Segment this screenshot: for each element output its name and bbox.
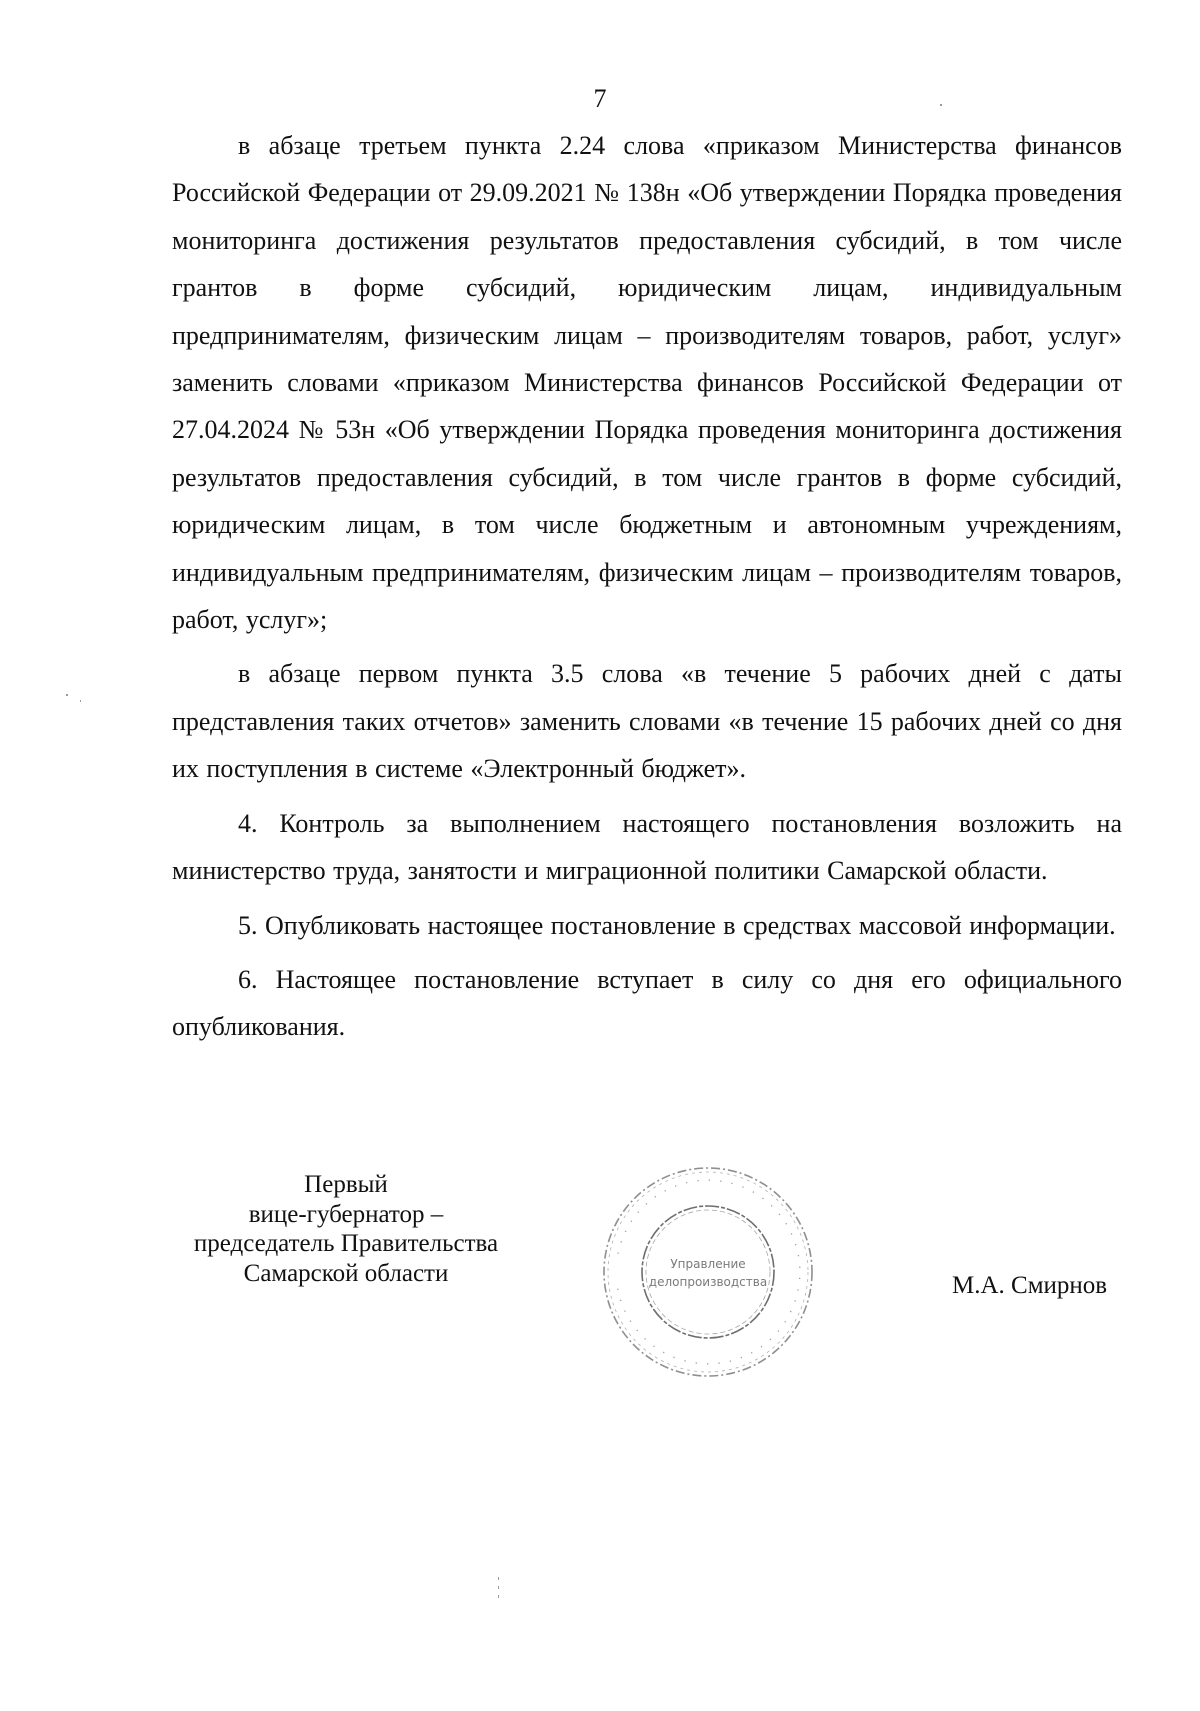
signatory-name: М.А. Смирнов (952, 1272, 1108, 1299)
seal-graphic (596, 1160, 820, 1384)
scan-artifact-speck (498, 1595, 499, 1598)
signatory-title-line: председатель Правительства (193, 1230, 499, 1257)
seal-ring-lettering: · · · · · · · · · · · · · · · · · · · · · · · · · · · · · · · · · · · · · · · · · · · · · · · · (611, 1173, 807, 1371)
scan-artifact-speck (66, 694, 68, 696)
signatory-title-line: вице-губернатор – (248, 1200, 444, 1228)
signatory-title-block (176, 1170, 516, 1288)
official-seal-stamp (596, 1160, 820, 1384)
paragraph-publication-clause: 5. Опубликовать настоящее постановление в средствах массовой информации. (238, 910, 1116, 940)
signatory-title-line: Самарской области (243, 1259, 449, 1287)
signatory-title-line: Первый (304, 1171, 388, 1198)
paragraph-3-5-amendment: в абзаце первом пункта 3.5 слова «в течение 5 рабочих дней с даты представления таких отчетов» заменить словами «в течение 15 рабочих дней со дня их поступления в системе «Электронный бюджет». (172, 659, 1122, 784)
scan-artifact-speck (498, 1577, 499, 1580)
paragraph-effective-date-clause: 6. Настоящее постановление вступает в силу со дня его официального опубликования. (172, 964, 1122, 1042)
paragraph-control-clause: 4. Контроль за выполнением настоящего постановления возложить на министерство труда, занятости и миграционной политики Самарской области. (172, 808, 1122, 886)
scan-artifact-speck (80, 700, 81, 702)
seal-inner-label-line-2: делопроизводства (648, 1275, 768, 1289)
seal-inner-label-line-1: Управление (670, 1257, 746, 1271)
scan-artifact-speck (498, 1586, 499, 1589)
scan-artifact-speck (940, 104, 942, 106)
paragraph-2-24-amendment: в абзаце третьем пункта 2.24 слова «приказом Министерства финансов Российской Федерации от 29.09.2021 № 138н «Об утверждении Порядка проведения мониторинга достижения результатов предоставления субсидий, в том числе грантов в форме субсидий, юридическим лицам, индивидуальным предпринимателям, физическим лицам – производителям товаров, работ, услуг» заменить словами «приказом Министерства финансов Российской Федерации от 27.04.2024 № 53н «Об утверждении Порядка проведения мониторинга достижения результатов предоставления субсидий, в том числе грантов в форме субсидий, юридическим лицам, в том числе бюджетным и автономным учреждениям, индивидуальным предпринимателям, физическим лицам – производителям товаров, работ, услуг»; (172, 131, 1122, 635)
document-body (172, 122, 1122, 1058)
page-number: 7 (593, 84, 607, 113)
